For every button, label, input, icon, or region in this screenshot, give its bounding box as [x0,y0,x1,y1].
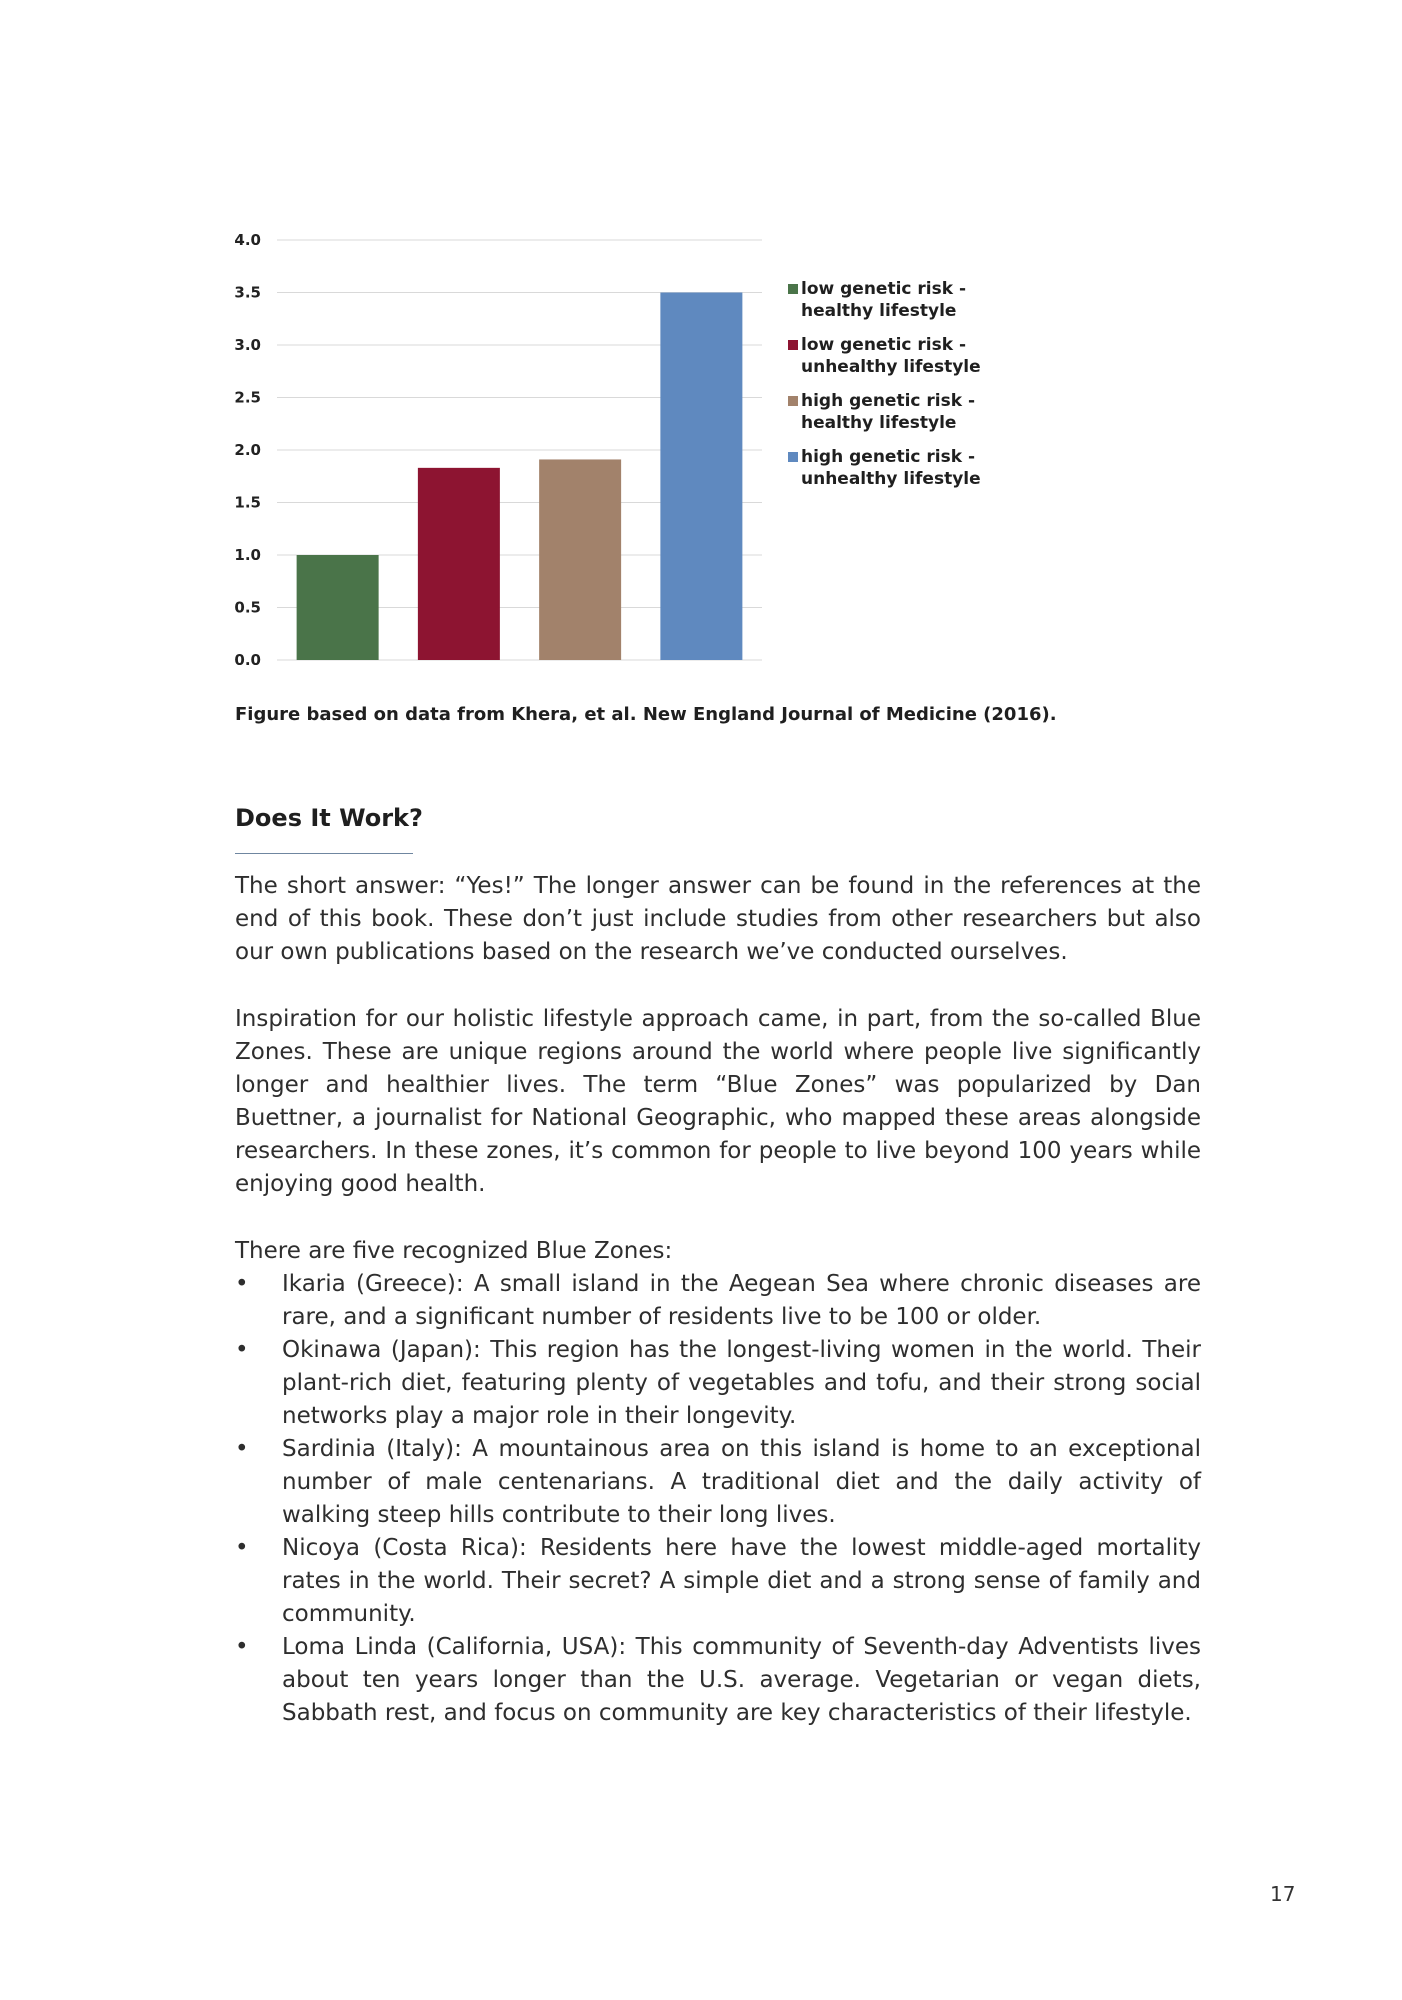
bullet-icon: • [235,1337,249,1363]
legend-label: high genetic risk - [801,447,976,467]
bar-chart [225,218,985,678]
legend-label: high genetic risk - [801,391,976,411]
legend-swatch [788,340,798,350]
bar [660,293,742,661]
page-number: 17 [1270,1882,1296,1906]
figure-caption: Figure based on data from Khera, et al. New England Journal of Medicine (2016). [235,704,1057,725]
list-item-text: Okinawa (Japan): This region has the longest-living women in the world. Their plant-rich diet, featuring plenty of vegetables and tofu, and their strong social networks play a major role in their longevity. [282,1337,1201,1429]
bar [418,468,500,660]
y-tick-label: 4.0 [234,231,261,249]
legend-label: healthy lifestyle [801,301,957,321]
paragraph-short-answer: The short answer: “Yes!” The longer answer can be found in the references at the end of this book. These don’t just include studies from other researchers but also our own publications based on the research we’ve conducted ourselves. [235,873,1201,965]
bullet-icon: • [235,1436,249,1462]
bar [297,555,379,660]
y-tick-label: 0.0 [234,651,261,669]
bar [539,459,621,660]
y-tick-label: 2.0 [234,441,261,459]
y-axis-ticks [234,231,261,669]
list-item [235,1631,1201,1730]
list-item-text: Nicoya (Costa Rica): Residents here have the lowest middle-aged mortality rates in the world. Their secret? A simple diet and a strong sense of family and community. [282,1535,1201,1627]
list-item [235,1433,1201,1532]
bullet-icon: • [235,1634,249,1660]
legend-label: unhealthy lifestyle [801,357,981,377]
legend-label: unhealthy lifestyle [801,469,981,489]
y-tick-label: 3.5 [234,283,261,302]
y-tick-label: 1.0 [234,546,261,564]
list-item-text: Sardinia (Italy): A mountainous area on this island is home to an exceptional number of male centenarians. A traditional diet and the daily activity of walking steep hills contribute to their long lives. [282,1436,1201,1528]
list-item [235,1532,1201,1631]
bullet-icon: • [235,1271,249,1297]
legend-label: low genetic risk - [801,279,967,299]
list-item-text: Ikaria (Greece): A small island in the Aegean Sea where chronic diseases are rare, and a significant number of residents live to be 100 or older. [282,1271,1201,1330]
y-tick-label: 1.5 [234,493,261,512]
paragraph-list-intro: There are five recognized Blue Zones: [235,1238,673,1264]
legend-swatch [788,396,798,406]
legend-label: healthy lifestyle [801,413,957,433]
list-item-text: Loma Linda (California, USA): This community of Seventh-day Adventists lives about ten years longer than the U.S. average. Vegetarian or vegan diets, Sabbath rest, and focus on community are key characteristics of their lifestyle. [282,1634,1201,1726]
chart-legend [788,279,981,489]
legend-label: low genetic risk - [801,335,967,355]
y-tick-label: 3.0 [234,336,261,354]
chart-bars [297,293,743,661]
bullet-icon: • [235,1535,249,1561]
legend-swatch [788,452,798,462]
legend-swatch [788,284,798,294]
section-heading: Does It Work? [235,804,423,832]
list-item [235,1334,1201,1433]
list-item [235,1268,1201,1334]
heading-underline [235,853,413,854]
paragraph-blue-zones: Inspiration for our holistic lifestyle approach came, in part, from the so-called Blue Zones. These are unique regions around the world where people live significantly longer and healthier lives. The term “Blue Zones” was popularized by Dan Buettner, a journalist for National Geographic, who mapped these areas alongside researchers. In these zones, it’s common for people to live beyond 100 years while enjoying good health. [235,1006,1201,1197]
y-tick-label: 2.5 [234,388,261,407]
blue-zones-list [235,1268,1201,1730]
y-tick-label: 0.5 [234,598,261,617]
